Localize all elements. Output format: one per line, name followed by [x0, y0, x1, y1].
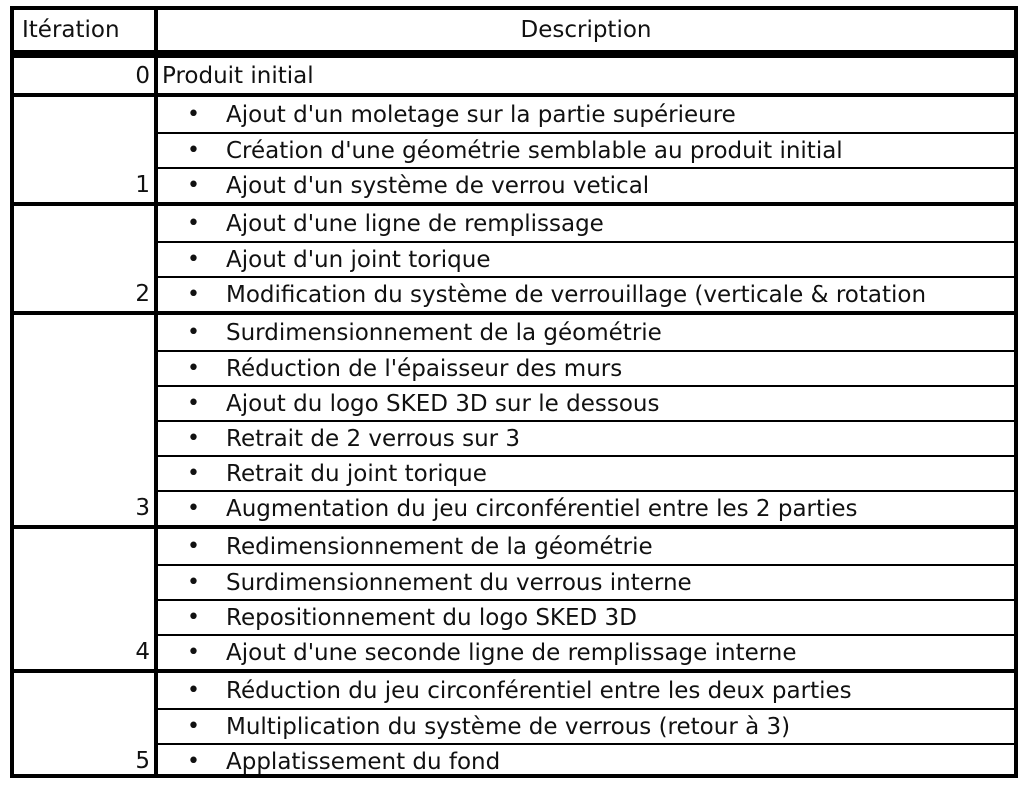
description-line: [158, 132, 1014, 167]
description-item-text: Repositionnement du logo SKED 3D: [226, 604, 637, 631]
description-line: [158, 206, 1014, 241]
description-line: [158, 529, 1014, 564]
bullet-icon: •: [187, 605, 200, 630]
iteration-number: 3: [135, 495, 150, 521]
iteration-group-row: [14, 311, 1014, 525]
bullet-icon: •: [187, 534, 200, 559]
description-item-text: Réduction de l'épaisseur des murs: [226, 355, 623, 382]
description-item-text: Retrait du joint torique: [226, 460, 487, 487]
bullet-icon: •: [187, 138, 200, 163]
description-cell: [154, 206, 1014, 311]
table-header-row: [14, 10, 1014, 54]
iteration-group-row: [14, 525, 1014, 669]
iteration-cell: [14, 529, 154, 669]
header-cell-iteration: [14, 10, 154, 50]
description-line: [158, 315, 1014, 350]
description-item-text: Augmentation du jeu circonférentiel entre les 2 parties: [226, 495, 858, 522]
description-cell: [154, 315, 1014, 525]
description-line: [158, 673, 1014, 708]
description-item-text: Ajout d'une ligne de remplissage: [226, 210, 604, 237]
description-cell: [154, 97, 1014, 202]
bullet-icon: •: [187, 356, 200, 381]
bullet-icon: •: [187, 678, 200, 703]
description-cell: [154, 58, 1014, 93]
description-line: [158, 455, 1014, 490]
bullet-icon: •: [187, 173, 200, 198]
bullet-icon: •: [187, 391, 200, 416]
description-line: [158, 276, 1014, 311]
description-item-text: Ajout d'une seconde ligne de remplissage interne: [226, 639, 797, 666]
description-line: [158, 564, 1014, 599]
iteration-group-row: [14, 93, 1014, 202]
iteration-number: 4: [135, 639, 150, 665]
description-line: [158, 385, 1014, 420]
description-item-text: Ajout d'un système de verrou vetical: [226, 172, 650, 199]
bullet-icon: •: [187, 320, 200, 345]
description-line: [158, 490, 1014, 525]
iteration-cell: [14, 206, 154, 311]
iteration-group-row: [14, 669, 1014, 778]
bullet-icon: •: [187, 640, 200, 665]
iteration-number: 2: [135, 281, 150, 307]
description-item-text: Réduction du jeu circonférentiel entre les deux parties: [226, 677, 852, 704]
bullet-icon: •: [187, 714, 200, 739]
description-line: [158, 167, 1014, 202]
description-item-text: Multiplication du système de verrous (retour à 3): [226, 713, 791, 740]
bullet-icon: •: [187, 247, 200, 272]
iteration-group-row: [14, 54, 1014, 93]
iteration-number: 5: [135, 748, 150, 774]
description-item-text: Surdimensionnement du verrous interne: [226, 569, 692, 596]
description-item-text: Ajout d'un joint torique: [226, 246, 491, 273]
description-item-text: Surdimensionnement de la géométrie: [226, 319, 662, 346]
bullet-icon: •: [187, 102, 200, 127]
iteration-number: 1: [135, 172, 150, 198]
bullet-icon: •: [187, 282, 200, 307]
description-line: [158, 743, 1014, 778]
bullet-icon: •: [187, 461, 200, 486]
bullet-icon: •: [187, 211, 200, 236]
description-line: [158, 97, 1014, 132]
description-cell: [154, 673, 1014, 778]
description-line: [158, 634, 1014, 669]
description-item-text: Ajout d'un moletage sur la partie supérieure: [226, 101, 736, 128]
iteration-cell: [14, 673, 154, 778]
description-item-text: Création d'une géométrie semblable au produit initial: [226, 137, 843, 164]
iteration-cell: [14, 97, 154, 202]
iteration-table: [10, 6, 1018, 778]
bullet-icon: •: [187, 570, 200, 595]
header-description-label: Description: [520, 17, 652, 43]
description-item-text: Ajout du logo SKED 3D sur le dessous: [226, 390, 660, 417]
description-item-text: Modification du système de verrouillage (verticale & rotation: [226, 281, 927, 308]
description-item-text: Redimensionnement de la géométrie: [226, 533, 653, 560]
iteration-cell: [14, 315, 154, 525]
description-item-text: Applatissement du fond: [226, 748, 501, 775]
iteration-group-row: [14, 202, 1014, 311]
iteration-cell: [14, 58, 154, 93]
description-line: [158, 420, 1014, 455]
header-iteration-label: Itération: [22, 17, 120, 43]
header-cell-description: [154, 10, 1014, 50]
description-line: [158, 58, 1014, 93]
description-line: [158, 241, 1014, 276]
description-item-text: Produit initial: [162, 62, 314, 89]
bullet-icon: •: [187, 496, 200, 521]
description-item-text: Retrait de 2 verrous sur 3: [226, 425, 521, 452]
bullet-icon: •: [187, 426, 200, 451]
bullet-icon: •: [187, 749, 200, 774]
description-cell: [154, 529, 1014, 669]
description-line: [158, 599, 1014, 634]
description-line: [158, 350, 1014, 385]
iteration-number: 0: [135, 63, 150, 89]
description-line: [158, 708, 1014, 743]
